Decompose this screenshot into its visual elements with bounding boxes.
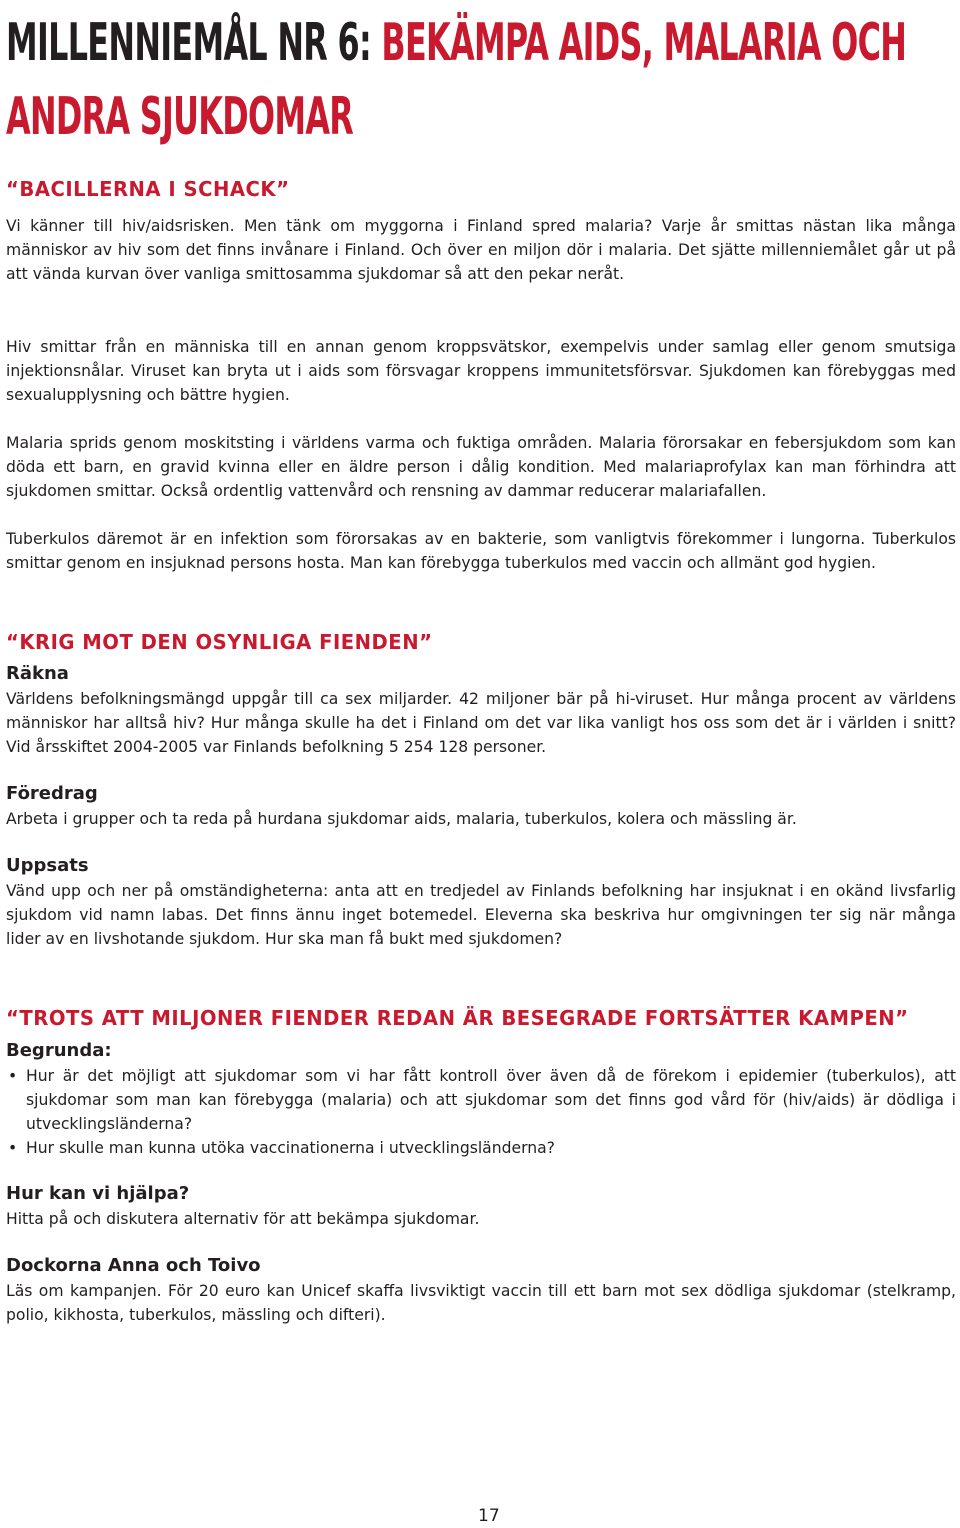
subheading-dockorna: Dockorna Anna och Toivo xyxy=(6,1255,261,1276)
title-line-2 xyxy=(6,80,958,154)
title-line-1 xyxy=(6,6,958,80)
section-heading-bacillerna: “BACILLERNA I SCHACK” xyxy=(6,177,290,201)
list-item-text: Hur skulle man kunna utöka vaccinationerna i utvecklingsländerna? xyxy=(26,1139,555,1157)
paragraph-hjalpa: Hitta på och diskutera alternativ för att bekämpa sjukdomar. xyxy=(6,1210,480,1228)
subheading-begrunda: Begrunda: xyxy=(6,1040,112,1061)
bullet-icon: • xyxy=(8,1067,18,1085)
paragraph-uppsats: Vänd upp och ner på omständigheterna: anta att en tredjedel av Finlands befolkning har insjuknat i en okänd livsfarlig sjukdom vid namn labas. Det finns ännu inget botemedel. Eleverna ska beskriva hur omgivningen ter sig när många lider av en livshotande sjukdom. Hur ska man få bukt med sjukdomen? xyxy=(6,882,956,948)
paragraph-intro: Vi känner till hiv/aidsrisken. Men tänk om myggorna i Finland spred malaria? Varje år smittas nästan lika många människor av hiv som det finns invånare i Finland. Och över en miljon dör i malaria. Det sjätte millenniemålet går ut på att vända kurvan över vanliga smittosamma sjukdomar så att den pekar neråt. xyxy=(6,217,956,283)
list-item xyxy=(6,1064,956,1136)
title-prefix: MILLENNIEMÅL NR 6: xyxy=(6,13,372,73)
paragraph-malaria: Malaria sprids genom moskitsting i världens varma och fuktiga områden. Malaria förorsakar en febersjukdom som kan döda ett barn, en gravid kvinna eller en äldre person i dålig kondition. Med malariaprofylax kan man förhindra att sjukdomen smittar. Också ordentlig vattenvård och rensning av dammar reducerar malariafallen. xyxy=(6,434,956,500)
begrunda-list xyxy=(6,1064,956,1160)
title-red-part-1: BEKÄMPA AIDS, MALARIA OCH xyxy=(381,13,907,73)
bullet-icon: • xyxy=(8,1139,18,1157)
subheading-uppsats: Uppsats xyxy=(6,855,89,876)
subheading-rakna: Räkna xyxy=(6,663,69,684)
subheading-hjalpa: Hur kan vi hjälpa? xyxy=(6,1183,190,1204)
paragraph-tuberkulos: Tuberkulos däremot är en infektion som förorsakas av en bakterie, som vanligtvis förekommer i lungorna. Tuberkulos smittar genom en insjuknad persons hosta. Man kan förebygga tuberkulos med vaccin och allmänt god hygien. xyxy=(6,530,956,572)
paragraph-foredrag: Arbeta i grupper och ta reda på hurdana sjukdomar aids, malaria, tuberkulos, kolera och mässling är. xyxy=(6,810,797,828)
paragraph-dockorna: Läs om kampanjen. För 20 euro kan Unicef skaffa livsviktigt vaccin till ett barn mot sex dödliga sjukdomar (stelkramp, polio, kikhosta, tuberkulos, mässling och difteri). xyxy=(6,1282,956,1324)
page-title xyxy=(6,6,958,154)
section-heading-krig: “KRIG MOT DEN OSYNLIGA FIENDEN” xyxy=(6,630,433,654)
subheading-foredrag: Föredrag xyxy=(6,783,98,804)
list-item xyxy=(6,1136,956,1160)
section-heading-trots: “TROTS ATT MILJONER FIENDER REDAN ÄR BESEGRADE FORTSÄTTER KAMPEN” xyxy=(6,1006,909,1030)
title-red-part-2: ANDRA SJUKDOMAR xyxy=(6,87,354,147)
list-item-text: Hur är det möjligt att sjukdomar som vi har fått kontroll över även då de förekom i epidemier (tuberkulos), att sjukdomar som man kan förebygga (malaria) och att sjukdomar som det finns god vård för (hiv/aids) är dödliga i utvecklingsländerna? xyxy=(26,1067,956,1133)
page-number: 17 xyxy=(478,1506,500,1526)
paragraph-rakna: Världens befolkningsmängd uppgår till ca sex miljarder. 42 miljoner bär på hi-viruset. Hur många procent av världens människor har alltså hiv? Hur många skulle ha det i Finland om det var lika vanligt hos oss som det är i världen i snitt? Vid årsskiftet 2004-2005 var Finlands befolkning 5 254 128 personer. xyxy=(6,690,956,756)
paragraph-hiv: Hiv smittar från en människa till en annan genom kroppsvätskor, exempelvis under samlag eller genom smutsiga injektionsnålar. Viruset kan bryta ut i aids som försvagar kroppens immunitetsförsvar. Sjukdomen kan förebyggas med sexualupplysning och bättre hygien. xyxy=(6,338,956,404)
